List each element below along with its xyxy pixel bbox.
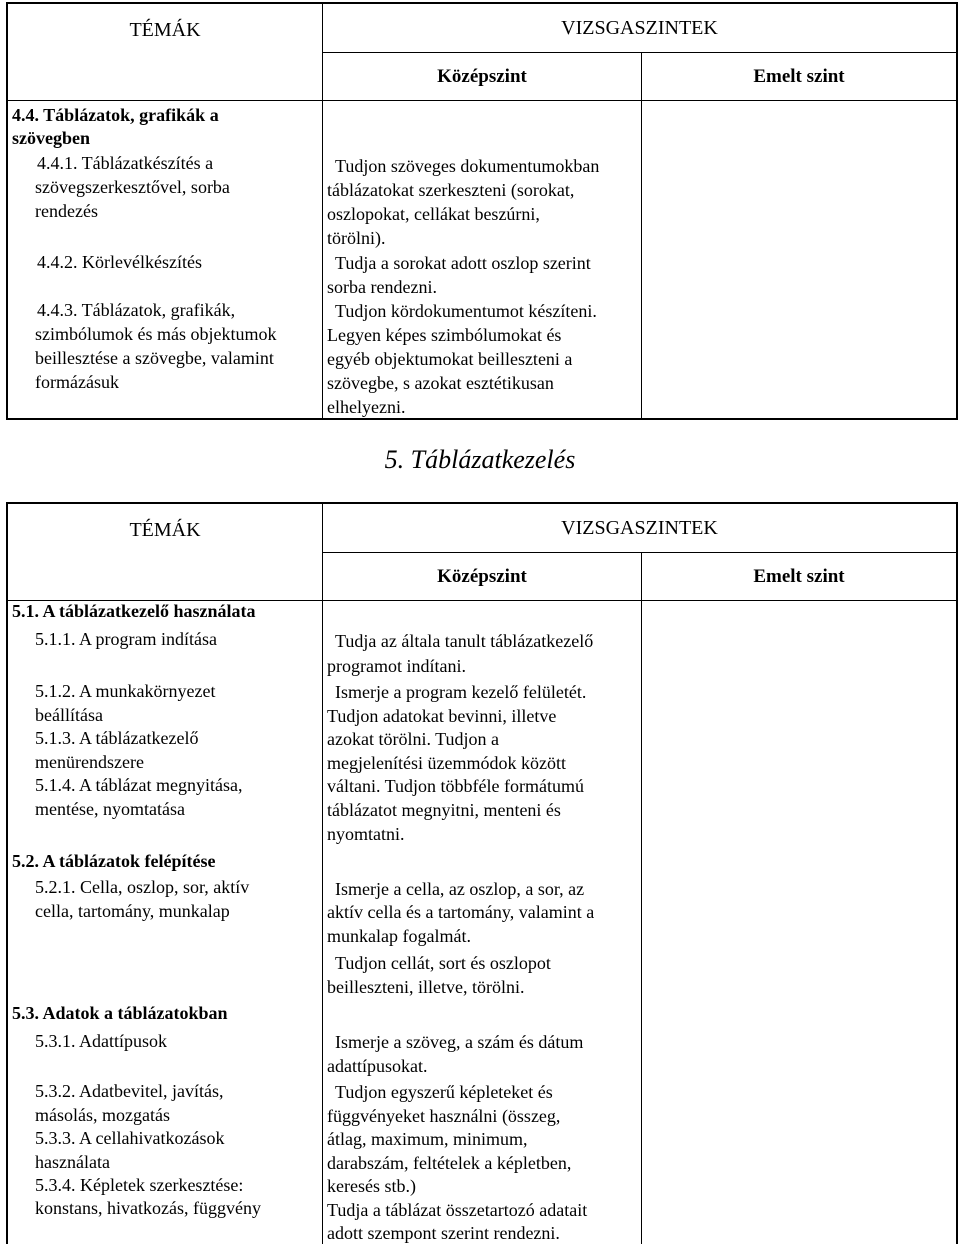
topic-item-cont: menürendszere	[35, 752, 144, 772]
requirement-text: sorba rendezni.	[327, 277, 437, 297]
requirement-text: darabszám, feltételek a képletben,	[327, 1153, 572, 1173]
topic-item: 5.2.1. Cella, oszlop, sor, aktív	[35, 877, 250, 897]
requirement-text: elhelyezni.	[327, 397, 406, 417]
topic-heading: 5.2. A táblázatok felépítése	[12, 851, 216, 871]
requirement-text: Tudjon adatokat bevinni, illetve	[327, 706, 557, 726]
requirement-text: munkalap fogalmát.	[327, 926, 471, 946]
requirement-text: nyomtatni.	[327, 824, 405, 844]
requirement-text: Ismerje a szöveg, a szám és dátum	[335, 1032, 584, 1052]
requirement-text: Tudjon cellát, sort és oszlopot	[335, 953, 551, 973]
topics-column	[8, 100, 323, 418]
topic-heading: 5.1. A táblázatkezelő használata	[12, 601, 256, 621]
requirement-text: adott szempont szerint rendezni.	[327, 1223, 560, 1243]
topic-item: 5.1.1. A program indítása	[35, 629, 217, 649]
topic-heading: 5.3. Adatok a táblázatokban	[12, 1003, 228, 1023]
requirement-text: függvényeket használni (összeg,	[327, 1106, 561, 1126]
mid-level-column	[323, 100, 642, 418]
requirement-text: váltani. Tudjon többféle formátumú	[327, 776, 584, 796]
requirement-text: táblázatot megnyitni, menteni és	[327, 800, 561, 820]
topic-heading-cont: szövegben	[12, 128, 90, 148]
requirement-text: adattípusokat.	[327, 1056, 428, 1076]
mid-level-column	[323, 600, 642, 1244]
requirement-text: Legyen képes szimbólumokat és	[327, 325, 562, 345]
requirement-text: Tudjon kördokumentumot készíteni.	[335, 301, 597, 321]
topics-column	[8, 600, 323, 1244]
table-header	[8, 504, 956, 601]
topic-item: 5.3.1. Adattípusok	[35, 1031, 168, 1051]
topic-item: 5.1.2. A munkakörnyezet	[35, 681, 216, 701]
topic-item-cont: szimbólumok és más objektumok	[35, 324, 277, 344]
curriculum-table-2	[6, 502, 958, 1244]
requirement-text: táblázatokat szerkeszteni (sorokat,	[327, 180, 575, 200]
requirement-text: szövegbe, s azokat esztétikusan	[327, 373, 554, 393]
requirement-text: aktív cella és a tartomány, valamint a	[327, 902, 595, 922]
topic-item: 5.3.2. Adatbevitel, javítás,	[35, 1081, 224, 1101]
requirement-text: azokat törölni. Tudjon a	[327, 729, 499, 749]
topic-item-cont: másolás, mozgatás	[35, 1105, 170, 1125]
topic-item: 5.1.3. A táblázatkezelő	[35, 728, 199, 748]
exam-levels-header: VIZSGASZINTEK	[323, 4, 956, 53]
requirement-text: Tudja a táblázat összetartozó adatait	[327, 1200, 588, 1220]
requirement-text: Tudjon egyszerű képleteket és	[335, 1082, 553, 1102]
exam-levels-header: VIZSGASZINTEK	[323, 504, 956, 553]
topic-item: 4.4.3. Táblázatok, grafikák,	[37, 300, 236, 320]
section-title: 5. Táblázatkezelés	[384, 445, 576, 474]
topic-item-cont: formázásuk	[35, 372, 119, 392]
requirement-text: Ismerje a program kezelő felületét.	[335, 682, 587, 702]
curriculum-table-1	[6, 2, 958, 420]
advanced-level-header: Emelt szint	[753, 566, 845, 587]
topic-item-cont: konstans, hivatkozás, függvény	[35, 1198, 261, 1218]
advanced-level-header: Emelt szint	[753, 66, 845, 87]
topic-heading: 4.4. Táblázatok, grafikák a	[12, 105, 219, 125]
topic-item-cont: mentése, nyomtatása	[35, 799, 185, 819]
topic-item-cont: rendezés	[35, 201, 98, 221]
topic-item-cont: cella, tartomány, munkalap	[35, 901, 230, 921]
topic-item-cont: beállítása	[35, 705, 103, 725]
topics-header: TÉMÁK	[8, 4, 323, 100]
mid-level-header: Középszint	[323, 53, 642, 100]
requirement-text: oszlopokat, cellákat beszúrni,	[327, 204, 540, 224]
requirement-text: Tudja az általa tanult táblázatkezelő	[335, 631, 594, 651]
topic-item-cont: használata	[35, 1152, 110, 1172]
topic-item: 5.1.4. A táblázat megnyitása,	[35, 775, 243, 795]
requirement-text: megjelenítési üzemmódok között	[327, 753, 566, 773]
requirement-text: Tudjon szöveges dokumentumokban	[335, 156, 600, 176]
topic-item: 5.3.4. Képletek szerkesztése:	[35, 1175, 244, 1195]
mid-level-header: Középszint	[323, 553, 642, 600]
topic-item: 5.3.3. A cellahivatkozások	[35, 1128, 225, 1148]
topic-item: 4.4.1. Táblázatkészítés a	[37, 153, 214, 173]
requirement-text: Ismerje a cella, az oszlop, a sor, az	[335, 879, 585, 899]
requirement-text: beilleszteni, illetve, törölni.	[327, 977, 525, 997]
table-body	[8, 600, 956, 1244]
requirement-text: programot indítani.	[327, 656, 466, 676]
topics-header: TÉMÁK	[8, 504, 323, 600]
topic-item-cont: szövegszerkesztővel, sorba	[35, 177, 230, 197]
requirement-text: Tudja a sorokat adott oszlop szerint	[335, 253, 591, 273]
topic-item-cont: beillesztése a szövegbe, valamint	[35, 348, 274, 368]
topic-item: 4.4.2. Körlevélkészítés	[37, 252, 202, 272]
requirement-text: törölni).	[327, 228, 386, 248]
table-header	[8, 4, 956, 101]
requirement-text: átlag, maximum, minimum,	[327, 1129, 528, 1149]
requirement-text: egyéb objektumokat beilleszteni a	[327, 349, 573, 369]
table-body	[8, 100, 956, 418]
requirement-text: keresés stb.)	[327, 1176, 416, 1196]
